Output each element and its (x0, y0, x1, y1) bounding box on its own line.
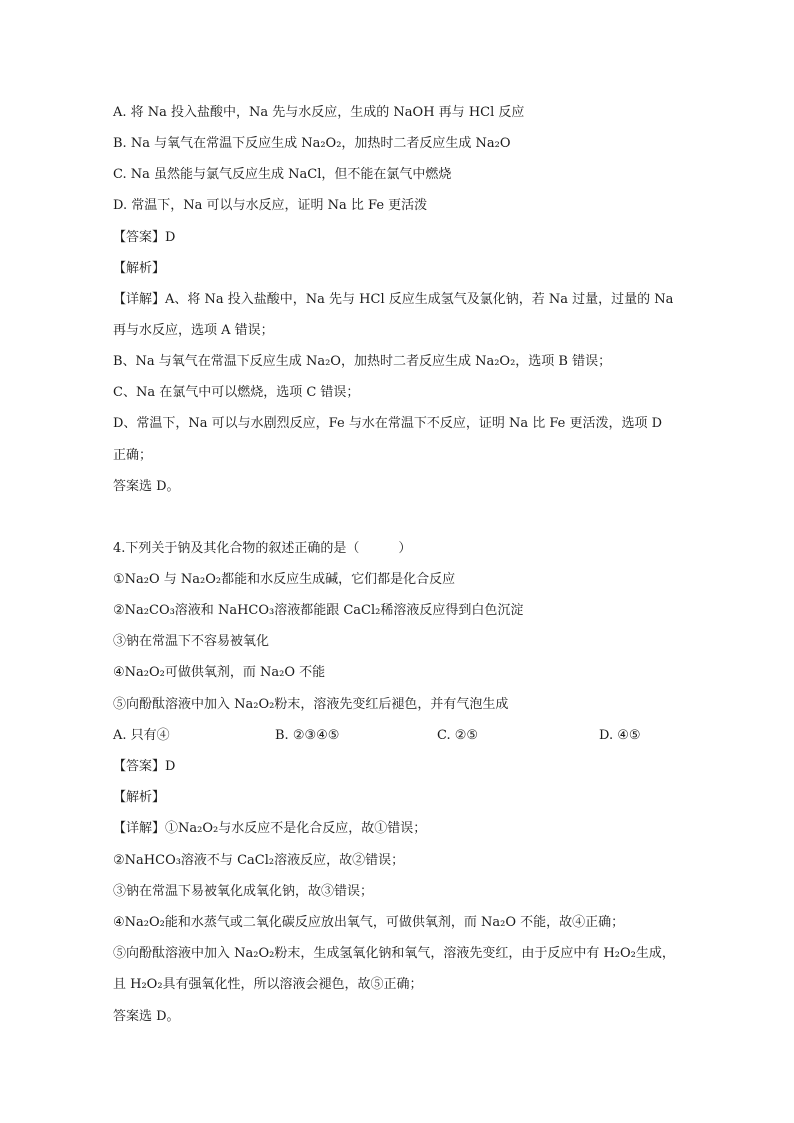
q3-option-a: A. 将 Na 投入盐酸中，Na 先与水反应，生成的 NaOH 再与 HCl 反应 (113, 105, 525, 120)
q3-analysis-heading: 【解析】 (113, 261, 166, 276)
q4-choice-c: C. ②⑤ (437, 728, 479, 743)
q3-detail-line: D、常温下，Na 可以与水剧烈反应，Fe 与水在常温下不反应，证明 Na 比 Fe 更活泼，选项 D (113, 416, 663, 431)
q4-statement: ②Na₂CO₃溶液和 NaHCO₃溶液都能跟 CaCl₂稀溶液反应得到白色沉淀 (113, 603, 524, 618)
q4-detail-line: 且 H₂O₂具有强氧化性，所以溶液会褪色，故⑤正确； (113, 977, 423, 992)
q4-statement: ①Na₂O 与 Na₂O₂都能和水反应生成碱，它们都是化合反应 (113, 572, 456, 587)
q4-choice-b: B. ②③④⑤ (275, 728, 340, 743)
q3-detail-line: C、Na 在氯气中可以燃烧，选项 C 错误； (113, 385, 360, 400)
q3-detail-line: B、Na 与氧气在常温下反应生成 Na₂O，加热时二者反应生成 Na₂O₂，选项 B 错误； (113, 354, 612, 369)
q3-detail-line: 正确； (113, 448, 153, 463)
q4-statement: ⑤向酚酞溶液中加入 Na₂O₂粉末，溶液先变红后褪色，并有气泡生成 (113, 697, 509, 712)
q4-detail-line: ④Na₂O₂能和水蒸气或二氧化碳反应放出氧气，可做供氧剂，而 Na₂O 不能，故④正确； (113, 915, 625, 930)
q4-statement: ④Na₂O₂可做供氧剂，而 Na₂O 不能 (113, 665, 326, 680)
q4-detail-line: ②NaHCO₃溶液不与 CaCl₂溶液反应，故②错误； (113, 853, 405, 868)
q4-choice-a: A. 只有④ (113, 728, 170, 743)
q3-detail-line: 【详解】A、将 Na 投入盐酸中，Na 先与 HCl 反应生成氢气及氯化钠，若 Na 过量，过量的 Na (113, 292, 674, 307)
q4-detail-line: ③钠在常温下易被氧化成氧化钠，故③错误； (113, 884, 374, 899)
q3-conclusion: 答案选 D。 (113, 479, 180, 494)
q3-answer: 【答案】D (113, 230, 176, 245)
q4-conclusion: 答案选 D。 (113, 1009, 180, 1024)
q4-analysis-heading: 【解析】 (113, 790, 166, 805)
q4-stem: 4.下列关于钠及其化合物的叙述正确的是（ ） (113, 541, 412, 556)
q4-statement: ③钠在常温下不容易被氧化 (113, 634, 270, 649)
q3-option-d: D. 常温下，Na 可以与水反应，证明 Na 比 Fe 更活泼 (113, 198, 428, 213)
q3-option-b: B. Na 与氧气在常温下反应生成 Na₂O₂，加热时二者反应生成 Na₂O (113, 136, 511, 151)
q3-detail-line: 再与水反应，选项 A 错误； (113, 323, 274, 338)
q4-detail-line: ⑤向酚酞溶液中加入 Na₂O₂粉末，生成氢氧化钠和氧气，溶液先变红，由于反应中有 H₂O₂生成， (113, 946, 675, 961)
q4-detail-line: 【详解】①Na₂O₂与水反应不是化合反应，故①错误； (113, 821, 427, 836)
q4-choice-d: D. ④⑤ (599, 728, 641, 743)
q3-option-c: C. Na 虽然能与氯气反应生成 NaCl，但不能在氯气中燃烧 (113, 167, 452, 182)
q4-answer: 【答案】D (113, 759, 176, 774)
